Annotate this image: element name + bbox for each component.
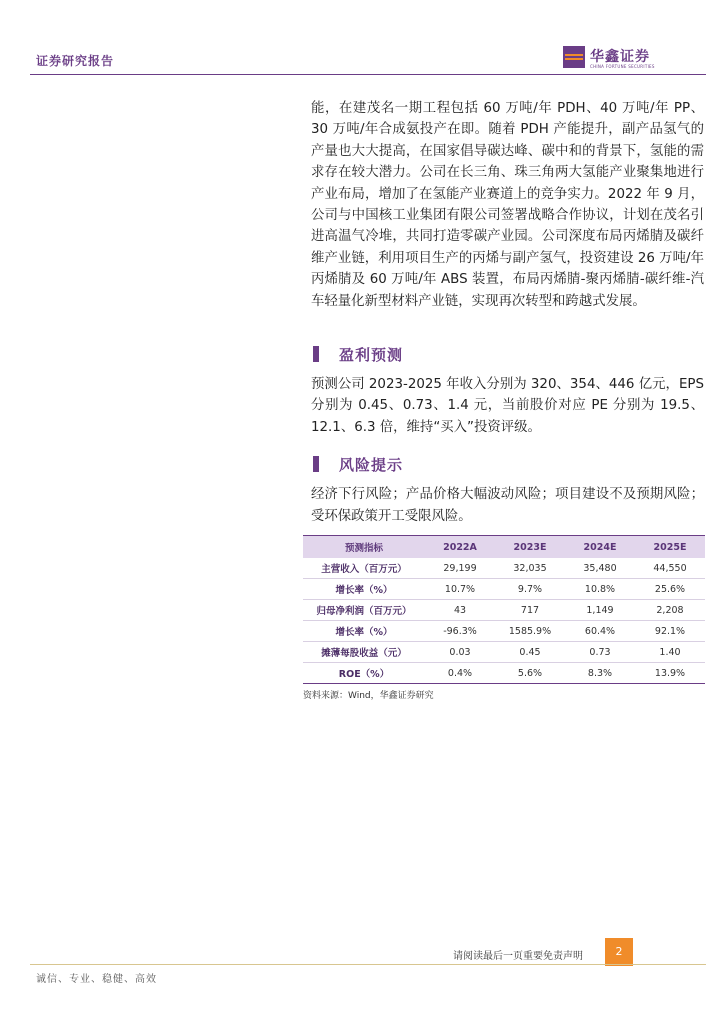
table-source-note: 资料来源：Wind，华鑫证券研究 [303, 691, 434, 702]
table-cell: 5.6% [495, 663, 565, 684]
disclaimer-link[interactable]: 请阅读最后一页重要免责声明 [453, 951, 583, 962]
table-cell: 92.1% [635, 621, 705, 642]
intro-paragraph: 能，在建茂名一期工程包括 60 万吨/年 PDH、40 万吨/年 PP、30 万吨/年合成氨投产在即。随着 PDH 产能提升，副产品氢气的产量也大大提高，在国家倡导碳达峰、碳中和的背景下，氢能的需求存在较大潜力。公司在长三角、珠三角两大氢能产业聚集地进行产业布局，增加了在氢能产业赛道上的竞争实力。2022 年 9 月，公司与中国核工业集团有限公司签署战略合作协议，计划在茂名引进高温气冷堆，共同打造零碳产业园。公司深度布局丙烯腈及碳纤维产业链，利用项目生产的丙烯与副产氢气，投资建设 26 万吨/年丙烯腈及 60 万吨/年 ABS 装置，布局丙烯腈-聚丙烯腈-碳纤维-汽车轻量化新型材料产业链，实现再次转型和跨越式发展。 [311, 101, 704, 309]
table-row [303, 558, 705, 579]
table-cell: 2,208 [635, 600, 705, 621]
table-header-cell: 2022A [425, 536, 495, 559]
table-cell: 10.7% [425, 579, 495, 600]
logo-subtitle: CHINA FORTUNE SECURITIES [590, 64, 655, 69]
risk-section-title: 风险提示 [339, 456, 404, 475]
forecast-paragraph: 预测公司 2023-2025 年收入分别为 320、354、446 亿元，EPS 分别为 0.45、0.73、1.4 元，当前股价对应 PE 分别为 19.5、12.1、6.3 倍，维持“买入”投资评级。 [311, 377, 704, 435]
table-cell: 1,149 [565, 600, 635, 621]
company-logo [563, 46, 663, 72]
header-divider [30, 74, 706, 75]
forecast-section-heading [311, 344, 704, 366]
table-header-cell: 2023E [495, 536, 565, 559]
table-cell: 9.7% [495, 579, 565, 600]
footer-motto: 诚信、专业、稳健、高效 [36, 974, 157, 985]
table-header-cell: 2024E [565, 536, 635, 559]
table-cell: 60.4% [565, 621, 635, 642]
table-cell: 25.6% [635, 579, 705, 600]
table-cell: 1585.9% [495, 621, 565, 642]
footer-divider [30, 964, 706, 965]
row-label: 主营收入（百万元） [303, 558, 425, 579]
logo-name: 华鑫证券 [590, 49, 650, 65]
table-cell: 0.4% [425, 663, 495, 684]
table-cell: 44,550 [635, 558, 705, 579]
table-cell: 29,199 [425, 558, 495, 579]
table-row [303, 663, 705, 684]
table-header-cell: 预测指标 [303, 536, 425, 559]
table-row [303, 621, 705, 642]
row-label: 增长率（%） [303, 621, 425, 642]
table-cell: 13.9% [635, 663, 705, 684]
table-row [303, 600, 705, 621]
row-label: 摊薄每股收益（元） [303, 642, 425, 663]
table-cell: 35,480 [565, 558, 635, 579]
table-cell: -96.3% [425, 621, 495, 642]
table-cell: 32,035 [495, 558, 565, 579]
page-number-badge: 2 [605, 938, 633, 966]
table-cell: 0.03 [425, 642, 495, 663]
table-row [303, 579, 705, 600]
row-label: 增长率（%） [303, 579, 425, 600]
main-content [303, 98, 704, 702]
section-bar-icon [313, 456, 319, 472]
row-label: 归母净利润（百万元） [303, 600, 425, 621]
table-cell: 0.45 [495, 642, 565, 663]
table-cell: 10.8% [565, 579, 635, 600]
logo-mark-icon [563, 46, 585, 68]
table-cell: 43 [425, 600, 495, 621]
section-bar-icon [313, 346, 319, 362]
table-header-row [303, 536, 705, 559]
risk-paragraph: 经济下行风险；产品价格大幅波动风险；项目建设不及预期风险；受环保政策开工受限风险。 [311, 487, 704, 524]
table-row [303, 642, 705, 663]
forecast-table [303, 535, 705, 684]
risk-section-heading [311, 454, 704, 476]
row-label: ROE（%） [303, 663, 425, 684]
table-cell: 8.3% [565, 663, 635, 684]
table-header-cell: 2025E [635, 536, 705, 559]
table-cell: 1.40 [635, 642, 705, 663]
forecast-section-title: 盈利预测 [339, 346, 404, 365]
header-label: 证券研究报告 [36, 54, 115, 68]
table-cell: 0.73 [565, 642, 635, 663]
table-cell: 717 [495, 600, 565, 621]
